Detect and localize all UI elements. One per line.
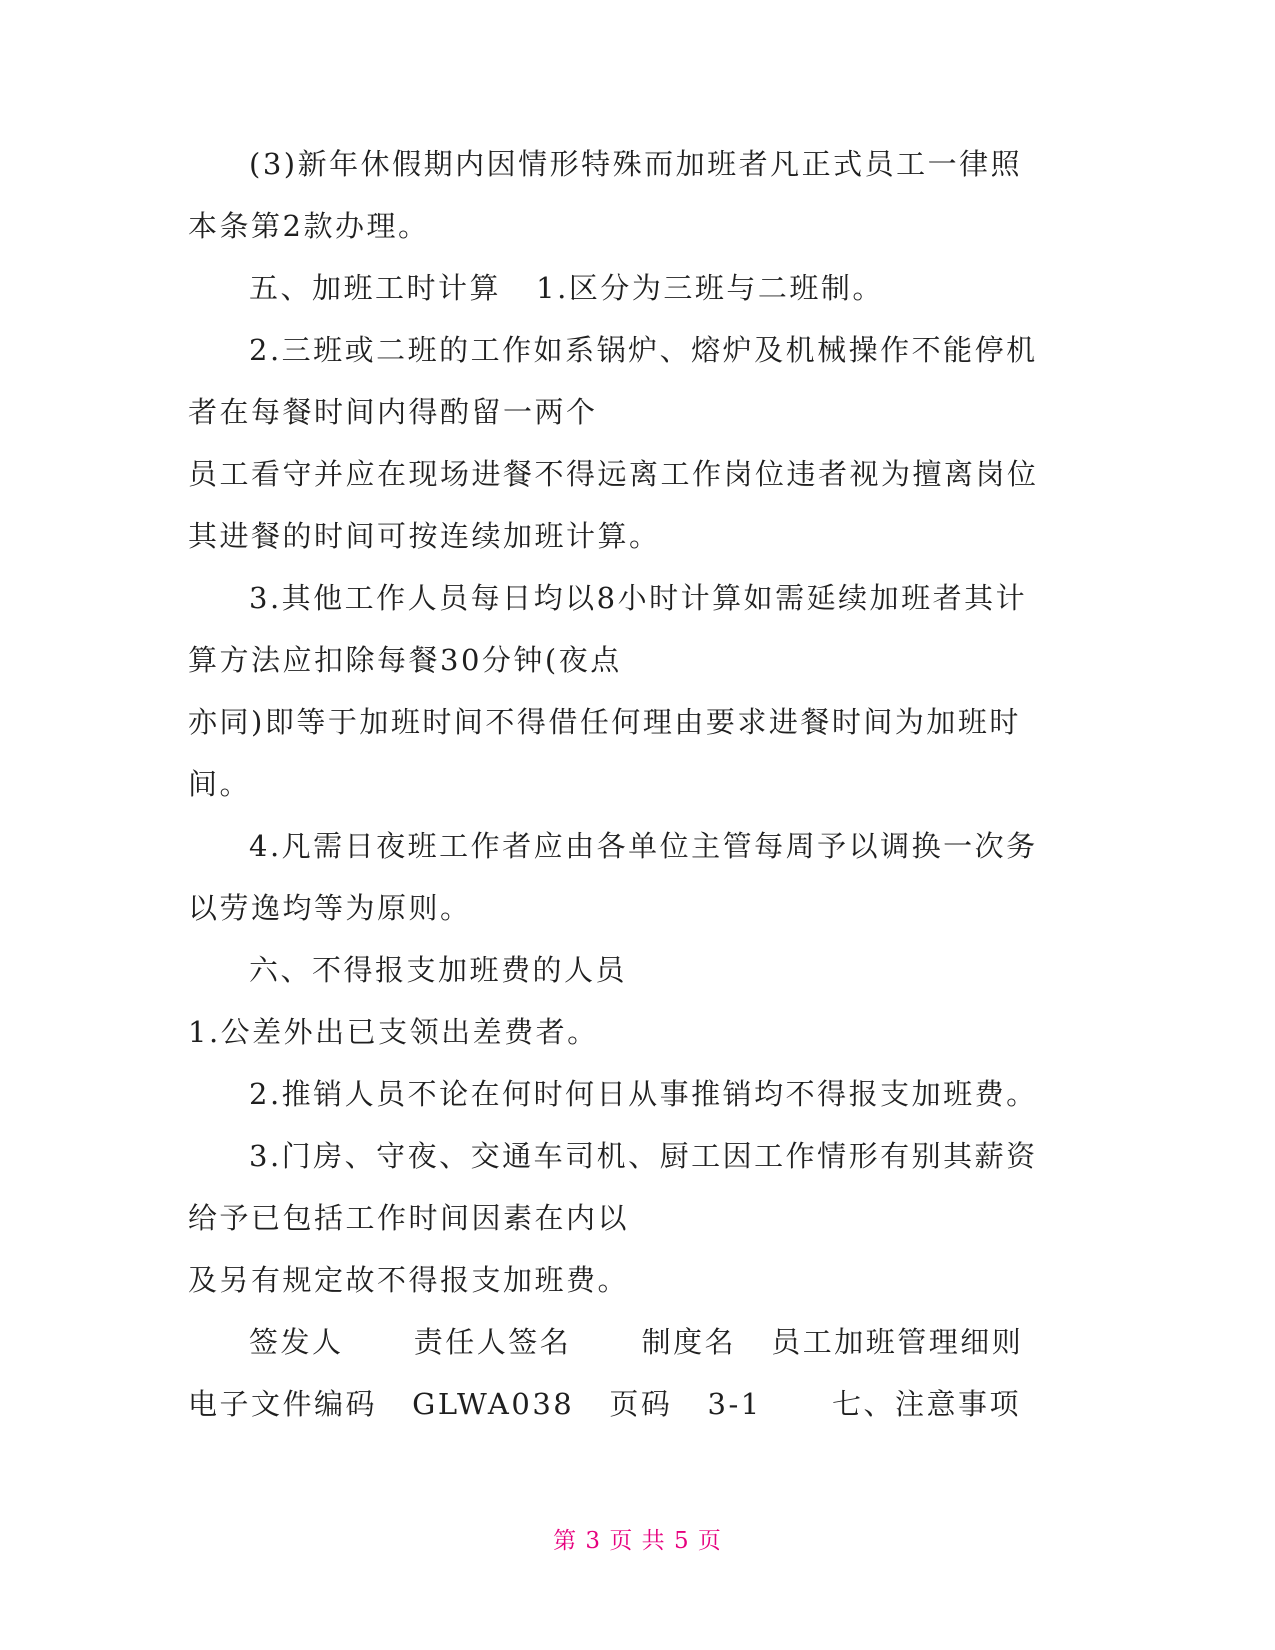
- signature-line: 签发人 责任人签名 制度名 员工加班管理细则: [249, 1325, 1024, 1359]
- text-line: 4.凡需日夜班工作者应由各单位主管每周予以调换一次务: [249, 829, 1038, 863]
- text-line: 及另有规定故不得报支加班费。: [188, 1263, 630, 1297]
- text-line: 给予已包括工作时间因素在内以: [188, 1201, 630, 1235]
- text-line: 3.其他工作人员每日均以8小时计算如需延续加班者其计: [249, 581, 1028, 615]
- text-line: 亦同)即等于加班时间不得借任何理由要求进餐时间为加班时: [188, 705, 1021, 739]
- text-line: 间。: [188, 767, 252, 801]
- section-heading-6: 六、不得报支加班费的人员: [249, 953, 628, 987]
- page-number-footer: 第 3 页 共 5 页: [553, 1528, 722, 1554]
- text-line: 2.推销人员不论在何时何日从事推销均不得报支加班费。: [249, 1077, 1038, 1111]
- text-line: 1.公差外出已支领出差费者。: [188, 1015, 599, 1049]
- text-line: (3)新年休假期内因情形特殊而加班者凡正式员工一律照: [249, 147, 1023, 181]
- text-line: 员工看守并应在现场进餐不得远离工作岗位违者视为擅离岗位: [188, 457, 1039, 491]
- file-code-line: 电子文件编码 GLWA038 页码 3-1 七、注意事项: [188, 1387, 1022, 1421]
- section-heading-5: 五、加班工时计算 1.区分为三班与二班制。: [249, 271, 884, 305]
- text-line: 算方法应扣除每餐30分钟(夜点: [188, 643, 622, 677]
- text-line: 本条第2款办理。: [188, 209, 430, 243]
- text-line: 其进餐的时间可按连续加班计算。: [188, 519, 661, 553]
- text-line: 2.三班或二班的工作如系锅炉、熔炉及机械操作不能停机: [249, 333, 1038, 367]
- text-line: 以劳逸均等为原则。: [188, 891, 472, 925]
- text-line: 者在每餐时间内得酌留一两个: [188, 395, 598, 429]
- text-line: 3.门房、守夜、交通车司机、厨工因工作情形有别其薪资: [249, 1139, 1038, 1173]
